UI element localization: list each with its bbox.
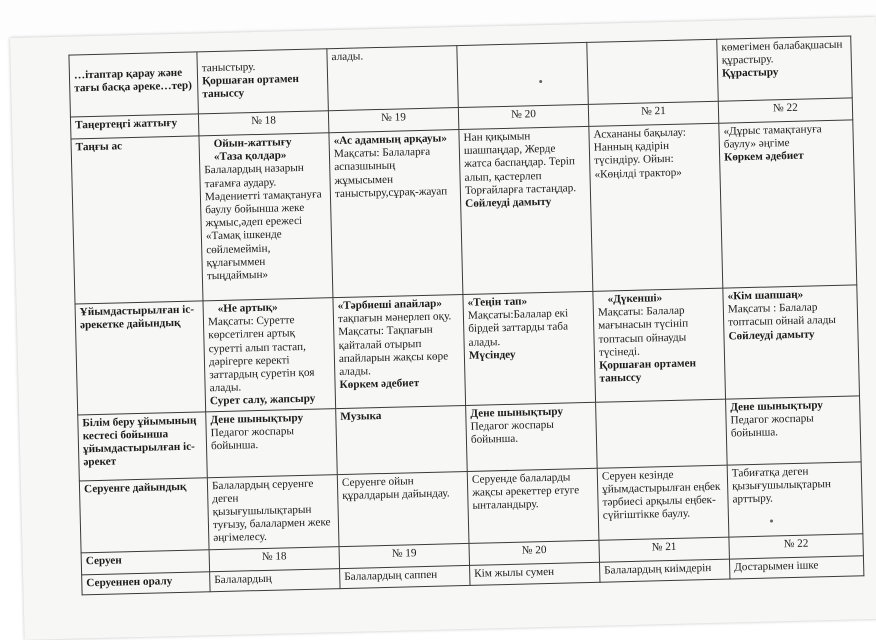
cell-breakfast-18 [199,133,333,301]
morning-number: № 21 [588,101,718,126]
cell-top-18 [197,49,328,114]
cell-walkprep-22: Табиғатқа деген қызығушылықтарын арттыру. [727,461,863,536]
morning-number: № 19 [328,108,458,133]
cell-text: Педагог жоспары бойынша. [730,412,814,440]
cell-edu-18 [206,408,338,477]
walk-number: № 20 [469,540,599,565]
cell-return-21: Балалардың киімдерін [599,559,729,582]
cell-text: Педагог жоспары бойынша. [210,425,295,453]
table-row [75,285,859,415]
cell-breakfast-21 [589,123,723,291]
cell-text: Нан қиқымын шашпаңдар, Жерде жатса баспаңдар. Теріп алып, қастерлеп Торғайларға тастаңдар. [463,130,577,197]
cell-prep-22 [723,285,860,399]
cell-title: «Не артық» [217,301,278,316]
cell-return-20: Кім жылы сумен [470,562,600,585]
row-label-return: Серуеннен оралу [82,571,210,594]
cell-text: Балалардың назарын тағамға аудару. Мәдениетті тамақтануға баулу бойынша жеке жұмыс,әдеп ережесі «Тамақ ішкенде сөйлемеймін, құлағыммен тыңдаймын» [204,162,322,283]
cell-subject: Сурет салу, жапсыру [209,393,316,408]
cell-breakfast-22 [719,120,857,288]
cell-text: «Дұрыс тамақтануға баулу» әңгіме [723,123,822,151]
morning-number: № 20 [458,104,588,129]
cell-prep-20 [463,291,596,405]
cell-edu-20 [466,402,598,471]
cell-text: Мақсаты: Балаларға аспазшының жұмысымен таныстыру,сұрақ-жауап [333,145,448,200]
cell-subject: Музыка [340,409,382,423]
cell-subject: Көркем әдебиет [339,377,420,392]
cell-prep-18 [203,298,336,412]
morning-number: № 18 [198,111,328,136]
cell-edu-19 [336,405,468,474]
cell-top-19: алады. [327,46,458,111]
table-row [71,120,857,304]
row-label-top: …ітаптар қарау және тағы басқа әреке…тер) [69,52,198,117]
cell-return-18: Балалардың [210,568,340,591]
cell-return-19: Балалардың саппен [340,565,470,588]
cell-top-21 [587,39,718,104]
cell-edu-22 [726,395,862,464]
cell-text: Асхананы бақылау: Нанның қадірін түсіндіру. Ойын: «Көңілді трактор» [593,126,687,181]
cell-text: таныстыру. [201,61,256,75]
cell-text: тақпағын мәнерлеп оқу. Мақсаты: Тақпағын қайталай отырып апайларын жақсы көре алады. [337,310,452,379]
row-label-edu: Білім беру ұйымының кестесі бойынша ұйымдастырылған іс-әрекет [78,411,208,480]
cell-subject: Сөйлеуді дамыту [728,328,815,343]
cell-subject: Дене шынықтыру [470,405,564,420]
row-label-prep: Ұйымдастырылған іс-әрекетке дайындық [75,301,206,415]
cell-text: Мақсаты:Балалар екі бірдей заттарды таба алады. [467,307,569,349]
morning-number: № 22 [718,98,852,123]
cell-subject: Қоршаған ортамен таныссу [201,73,300,101]
cell-subject: Қоршаған ортамен таныссу [599,357,697,385]
cell-subject: Дене шынықтыру [210,411,304,426]
walk-number: № 22 [729,533,863,558]
row-label-morning: Таңертеңгі жаттығу [70,114,198,139]
cell-title: «Кім шапшаң» [727,288,804,303]
cell-subject: Құрастыру [721,66,779,81]
cell-top-20 [457,42,588,107]
cell-return-22: Достарымен ішке [729,555,863,578]
cell-title: «Ас адамның арқауы» [333,132,447,148]
cell-title: «Теңін тап» [467,295,528,309]
cell-text: Педагог жоспары бойынша. [470,418,554,446]
document-page [10,17,876,640]
row-label-walkprep: Серуенге дайындық [79,477,209,552]
cell-walkprep-20: Серуенде балаларды жақсы әрекеттер етуге ынталандыру. [467,468,599,543]
cell-walkprep-21: Серуен кезінде ұйымдастырылған еңбек тәрбиесі арқылы еңбек-сүйгіштікке баулу. [597,465,729,540]
walk-number: № 21 [599,537,729,562]
cell-subject: Мүсіндеу [468,348,516,362]
cell-prep-21 [593,288,726,402]
cell-title: «Дүкенші» [607,292,663,306]
row-label-walk: Серуен [81,549,209,574]
cell-prep-19 [333,295,466,409]
scan-speck [539,80,542,83]
cell-edu-21 [596,399,728,468]
walk-number: № 18 [209,546,339,571]
cell-subject: Көркем әдебиет [723,150,804,164]
row-label-breakfast: Таңғы ас [71,136,203,304]
schedule-table [68,35,864,595]
scan-speck [770,520,773,523]
cell-text: көмегімен балабақшасын құрастыру. [721,38,843,67]
cell-walkprep-18: Балалардың серуенге деген қызығушылықтарын туғызу, балалармен жеке әңгімелесу. [207,474,339,549]
cell-title: «Тәрбиеші апайлар» [337,297,442,313]
cell-breakfast-20 [459,126,593,294]
cell-subject: Дене шынықтыру [730,398,824,414]
cell-subject: Сөйлеуді дамыту [465,195,552,210]
walk-number: № 19 [339,543,469,568]
cell-title: «Таза қолдар» [213,149,287,164]
cell-top-22 [717,36,852,101]
cell-breakfast-19 [329,130,463,298]
cell-walkprep-19: Серуенге ойын құралдарын дайындау. [337,471,469,546]
cell-text: Мақсаты : Балалар топтасып ойнай алады [727,301,837,329]
cell-title: Ойын-жаттығу [213,136,292,151]
cell-text: Мақсаты: Балалар мағынасын түсініп топтасып ойнауды түсінеді. [597,304,689,359]
cell-text: Мақсаты: Суретте көрсетілген артық суретті алып тастап, дәрігерге керекті заттардың суретін қоя алады. [207,314,315,395]
